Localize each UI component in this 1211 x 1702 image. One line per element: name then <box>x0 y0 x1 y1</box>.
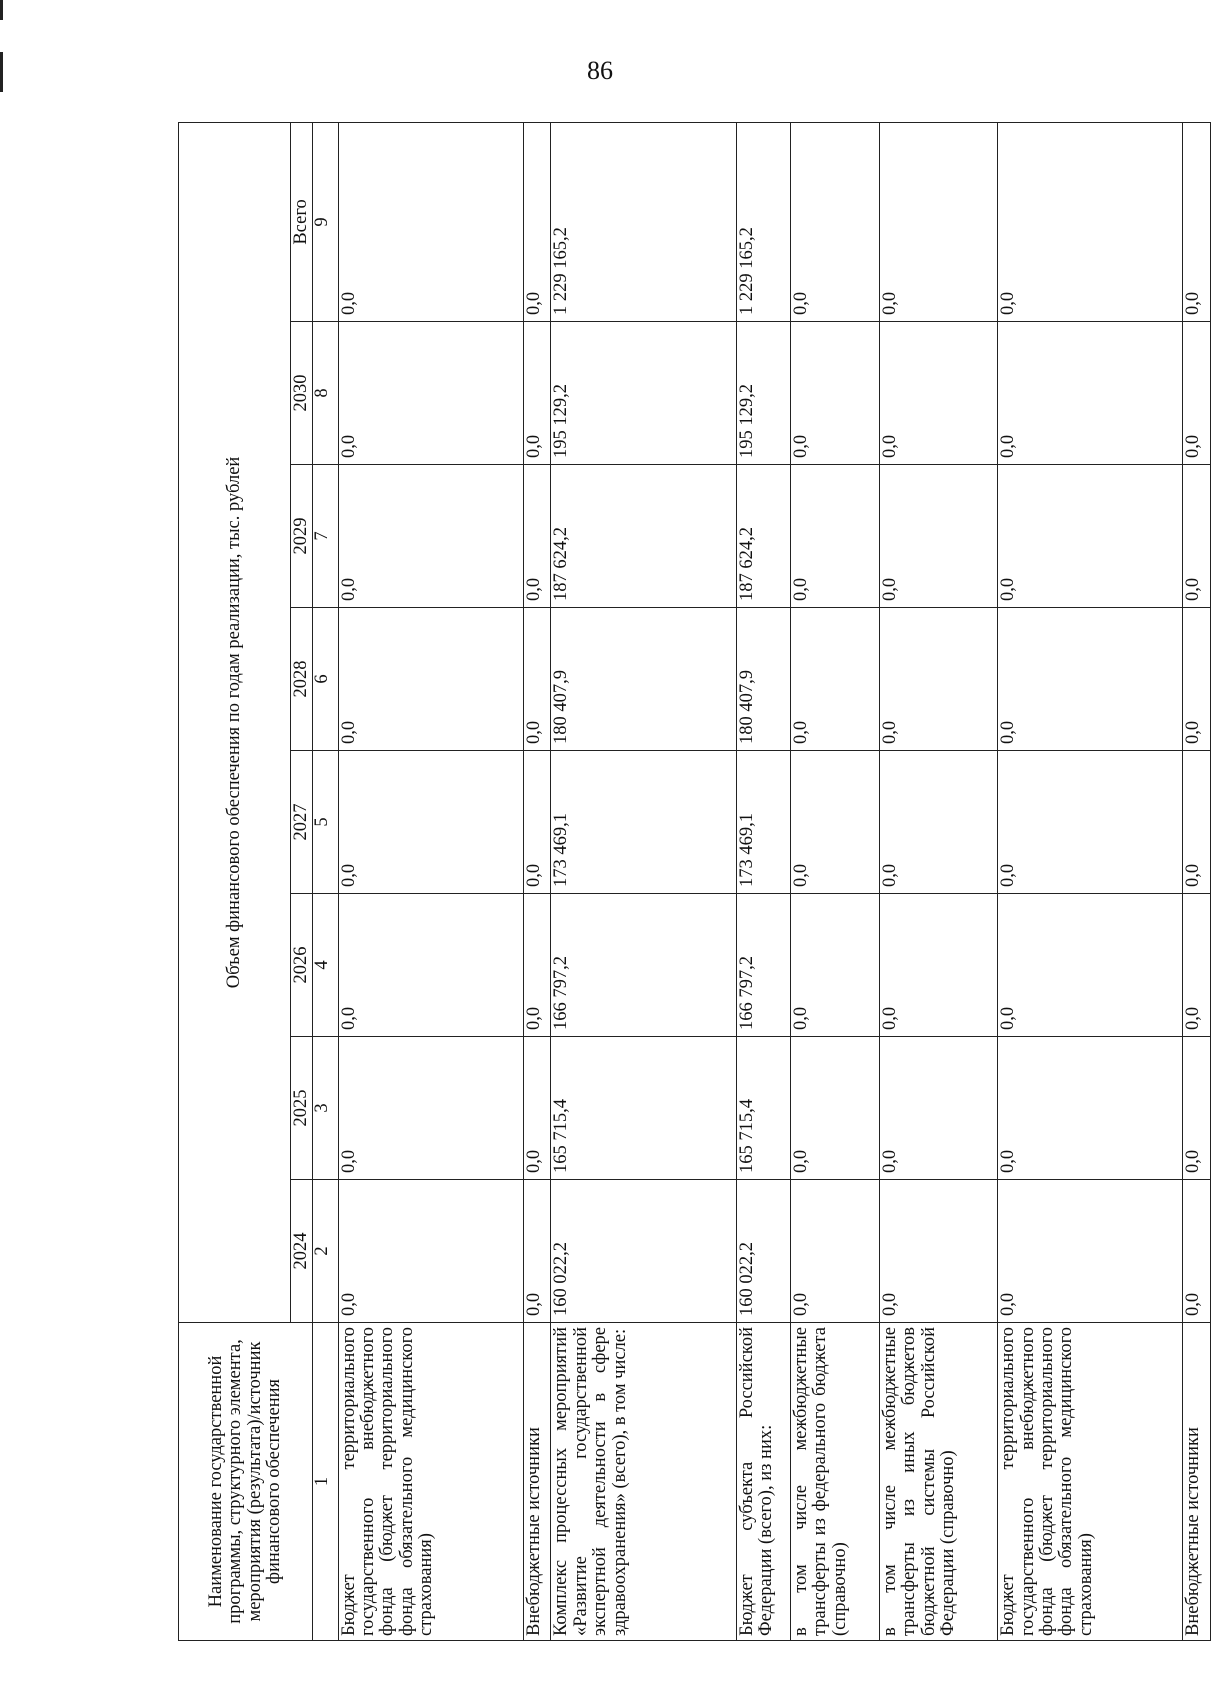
total-value-cell: 0,0 <box>998 122 1183 321</box>
row-name-cell: Бюджет территориального государственного внебюджетного фонда (бюджет территориального фонда обязательного медицинского страхования) <box>338 1323 523 1641</box>
value-cell: 0,0 <box>338 894 523 1037</box>
row-name-cell: в том числе межбюджетные трансферты из федерального бюджета (справочно) <box>790 1323 879 1641</box>
table-row <box>736 122 790 1640</box>
value-cell: 166 797,2 <box>551 894 736 1037</box>
year-header: 2030 <box>291 322 313 465</box>
financing-table <box>178 122 1211 1641</box>
column-number: 3 <box>313 1037 338 1180</box>
scan-edge-mark <box>0 0 3 20</box>
value-cell: 0,0 <box>338 1037 523 1180</box>
column-number: 7 <box>313 465 338 608</box>
total-value-cell: 0,0 <box>790 122 879 321</box>
value-cell: 0,0 <box>790 608 879 751</box>
column-number: 1 <box>313 1323 338 1641</box>
value-cell: 173 469,1 <box>551 751 736 894</box>
total-value-cell: 0,0 <box>1183 122 1211 321</box>
value-cell: 0,0 <box>523 1037 551 1180</box>
table-row <box>998 122 1183 1640</box>
value-cell: 180 407,9 <box>736 608 790 751</box>
value-cell: 160 022,2 <box>551 1180 736 1323</box>
value-cell: 0,0 <box>790 894 879 1037</box>
value-cell: 0,0 <box>998 751 1183 894</box>
value-cell: 0,0 <box>1183 1037 1211 1180</box>
value-cell: 0,0 <box>1183 465 1211 608</box>
value-cell: 187 624,2 <box>551 465 736 608</box>
year-header: 2028 <box>291 608 313 751</box>
value-cell: 0,0 <box>338 322 523 465</box>
value-cell: 0,0 <box>523 322 551 465</box>
value-cell: 0,0 <box>998 608 1183 751</box>
value-cell: 166 797,2 <box>736 894 790 1037</box>
total-value-cell: 1 229 165,2 <box>551 122 736 321</box>
value-cell: 0,0 <box>338 1180 523 1323</box>
value-cell: 0,0 <box>1183 608 1211 751</box>
value-cell: 0,0 <box>338 608 523 751</box>
year-header: 2025 <box>291 1037 313 1180</box>
page-number: 86 <box>587 56 613 85</box>
value-cell: 0,0 <box>879 1037 997 1180</box>
value-cell: 165 715,4 <box>736 1037 790 1180</box>
column-number: 9 <box>313 122 338 321</box>
value-cell: 0,0 <box>523 751 551 894</box>
value-cell: 0,0 <box>998 1180 1183 1323</box>
value-cell: 0,0 <box>1183 751 1211 894</box>
table-row <box>879 122 997 1640</box>
rotated-table-container <box>178 123 1211 1641</box>
value-cell: 165 715,4 <box>551 1037 736 1180</box>
value-cell: 0,0 <box>879 608 997 751</box>
total-value-cell: 1 229 165,2 <box>736 122 790 321</box>
value-cell: 0,0 <box>338 751 523 894</box>
value-cell: 0,0 <box>790 751 879 894</box>
row-name-cell: Внебюджетные источники <box>523 1323 551 1641</box>
header-group-cell: Объем финансового обеспечения по годам реализации, тыс. рублей <box>179 122 291 1322</box>
row-name-cell: Внебюджетные источники <box>1183 1323 1211 1641</box>
row-name-cell: в том числе межбюджетные трансферты из иных бюджетов бюджетной системы Российской Федерации (справочно) <box>879 1323 997 1641</box>
value-cell: 0,0 <box>523 1180 551 1323</box>
value-cell: 0,0 <box>523 465 551 608</box>
column-number: 5 <box>313 751 338 894</box>
column-number: 4 <box>313 894 338 1037</box>
header-name-cell: Наименование государственной программы, структурного элемента, мероприятия (результата)/источник финансового обеспечения <box>179 1323 313 1641</box>
value-cell: 0,0 <box>879 1180 997 1323</box>
value-cell: 0,0 <box>338 465 523 608</box>
value-cell: 0,0 <box>998 894 1183 1037</box>
table-row <box>551 122 736 1640</box>
value-cell: 0,0 <box>879 894 997 1037</box>
value-cell: 0,0 <box>998 1037 1183 1180</box>
value-cell: 0,0 <box>1183 1180 1211 1323</box>
value-cell: 0,0 <box>1183 322 1211 465</box>
row-name-cell: Бюджет территориального государственного внебюджетного фонда (бюджет территориального фонда обязательного медицинского страхования) <box>998 1323 1183 1641</box>
column-number: 2 <box>313 1180 338 1323</box>
value-cell: 0,0 <box>523 894 551 1037</box>
table-row <box>1183 122 1211 1640</box>
value-cell: 0,0 <box>1183 894 1211 1037</box>
table-row <box>790 122 879 1640</box>
value-cell: 0,0 <box>998 322 1183 465</box>
value-cell: 195 129,2 <box>551 322 736 465</box>
table-row <box>523 122 551 1640</box>
value-cell: 0,0 <box>523 608 551 751</box>
value-cell: 0,0 <box>998 465 1183 608</box>
value-cell: 0,0 <box>790 1037 879 1180</box>
row-name-cell: Бюджет субъекта Российской Федерации (всего), из них: <box>736 1323 790 1641</box>
total-value-cell: 0,0 <box>523 122 551 321</box>
year-header: 2029 <box>291 465 313 608</box>
total-value-cell: 0,0 <box>338 122 523 321</box>
value-cell: 0,0 <box>790 1180 879 1323</box>
value-cell: 0,0 <box>790 465 879 608</box>
value-cell: 195 129,2 <box>736 322 790 465</box>
year-header: 2026 <box>291 894 313 1037</box>
value-cell: 180 407,9 <box>551 608 736 751</box>
value-cell: 0,0 <box>879 751 997 894</box>
value-cell: 187 624,2 <box>736 465 790 608</box>
year-header: 2027 <box>291 751 313 894</box>
value-cell: 0,0 <box>790 322 879 465</box>
value-cell: 0,0 <box>879 465 997 608</box>
value-cell: 0,0 <box>879 322 997 465</box>
value-cell: 160 022,2 <box>736 1180 790 1323</box>
total-value-cell: 0,0 <box>879 122 997 321</box>
column-number: 8 <box>313 322 338 465</box>
table-row <box>338 122 523 1640</box>
column-number: 6 <box>313 608 338 751</box>
year-header: 2024 <box>291 1180 313 1323</box>
row-name-cell: Комплекс процессных мероприятий «Развитие государственной экспертной деятельности в сфере здравоохранения» (всего), в том числе: <box>551 1323 736 1641</box>
value-cell: 173 469,1 <box>736 751 790 894</box>
column-number-row <box>313 122 338 1640</box>
total-header: Всего <box>291 122 313 321</box>
